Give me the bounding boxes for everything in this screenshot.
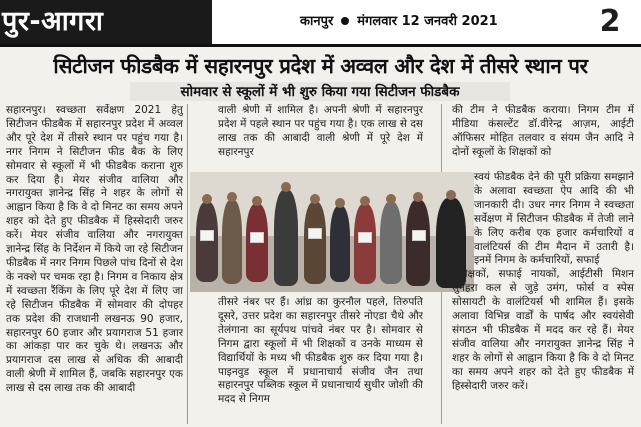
news-photo bbox=[190, 172, 474, 292]
issue-date: मंगलवार 12 जनवरी 2021 bbox=[357, 14, 498, 29]
column-divider bbox=[187, 104, 188, 424]
separator-dot-icon bbox=[341, 17, 349, 25]
photo-person bbox=[196, 202, 218, 282]
article-column-2-top bbox=[218, 104, 423, 170]
feedback-paper-icon bbox=[412, 230, 426, 241]
photo-person-head bbox=[335, 198, 345, 208]
photo-person bbox=[354, 204, 376, 284]
photo-person bbox=[330, 206, 350, 282]
article-column-3-bottom bbox=[452, 171, 634, 425]
column-text: स्वयं फीडबैक देने की पूरी प्रक्रिया समझाने के अलावा स्वच्छता ऐप आदि की भी जानकारी दी। उधर नगर निगम ने स्वच्छता सर्वेक्षण में सिटीजन फीडबैक में तेजी लाने के लिए करीब एक हजार कर्मचारियों व वालंटियर्स की टीम मैदान में उतारी है। इनमें निगम के कर्मचारियों, सफाई bbox=[474, 171, 634, 267]
subheadline: सोमवार से स्कूलों में भी शुरु किया गया सिटीजन फीडबैक bbox=[130, 82, 510, 101]
photo-person-head bbox=[281, 182, 291, 192]
masthead bbox=[0, 0, 641, 44]
article-column-2-bottom bbox=[218, 296, 423, 425]
column-text: की टीम ने फीडबैक कराया। निगम टीम में मीडिया कंसल्टेंट डॉ.वीरेन्द्र आज़म, आईटी ऑफिसर मोहित तलवार व संयम जैन आदि ने दोनों स्कूलों के शिक्षकों को bbox=[452, 104, 634, 158]
column-text: तीसरे नंबर पर हैं। आंध्र का कुरनौल पहले, तिरुपति दूसरे, उत्तर प्रदेश का सहारनपुर तीसरे नोएडा चैथे और तेलंगाना का सूर्यपथ पांचवे नंबर पर है। सोमवार से निगम द्वारा स्कूलों में भी शिक्षकों व उनके माध्यम से विद्यार्थियों के मध्य भी फीडबैक शुरु कर दिया गया है। पाइनवुड स्कूल में प्रधानाचार्य संजीव जैन तथा सहारनपुर पब्लिक स्कूल में प्रधानाचार्य सुधीर जोशी की मदद से निगम bbox=[218, 296, 423, 406]
section-title: पुर-आगरा bbox=[0, 0, 212, 44]
page-number: 2 bbox=[599, 4, 621, 39]
article-column-1 bbox=[6, 104, 183, 425]
feedback-paper-icon bbox=[358, 232, 372, 243]
photo-person bbox=[274, 190, 298, 286]
column-text: सहारनपुर। स्वच्छता सर्वेक्षण 2021 हेतु सिटीजन फीडबैक में सहारनपुर प्रदेश में अव्वल और पूरे देश में तीसरे स्थान पर पहुंच गया है। नगर निगम ने सिटीजन फीड बैक के लिए सोमवार से स्कूलों में भी फीडबैक कराना शुरु कर दिया है। मेयर संजीव वालिया और नगरायुक्त ज्ञानेन्द्र सिंह ने शहर के लोगों से आह्वान किया है कि वे दो मिनट का समय अपने शहर को देते हुए फीडबैक में हिस्सेदारी जरुर करें। मेयर संजीव वालिया और नगरायुक्त ज्ञानेन्द्र सिंह के निर्देशन में किये जा रहे सिटीजन फीडबैक में नगर निगम पिछले पांच दिनों से देश के नक्शे पर चमक रहा है। निगम व निकाय क्षेत्र में स्वच्छता रैंकिंग के लिए पूरे देश में लिए जा रहे सिटीजन फीडबैक में सोमवार की दोपहर तक प्रदेश की राजधानी लखनऊ 90 हजार, सहारनपुर 60 हजार और प्रयागराज 51 हजार का आंकड़ा पार कर चुके थे। लखनऊ और प्रयागराज दस लाख से अधिक की आबादी वाली श्रेणी में शामिल हैं, जबकि सहारनपुर एक लाख से दस लाख तक की आबादी bbox=[6, 104, 183, 395]
photo-person-head bbox=[252, 196, 262, 206]
photo-person bbox=[406, 200, 430, 286]
photo-person-head bbox=[202, 194, 212, 204]
feedback-paper-icon bbox=[200, 230, 214, 241]
headline: सिटीजन फीडबैक में सहारनपुर प्रदेश में अव्वल और देश में तीसरे स्थान पर bbox=[53, 54, 588, 78]
city-name: कानपुर bbox=[300, 14, 334, 29]
photo-person-head bbox=[360, 196, 370, 206]
masthead-rule bbox=[0, 44, 641, 47]
photo-person-head bbox=[386, 194, 396, 204]
feedback-paper-icon bbox=[308, 228, 322, 239]
article-column-3-top bbox=[452, 104, 634, 170]
feedback-paper-icon bbox=[250, 232, 264, 243]
photo-person-head bbox=[310, 194, 320, 204]
photo-person bbox=[304, 202, 326, 284]
photo-person-head bbox=[413, 192, 423, 202]
photo-person bbox=[222, 200, 242, 284]
column-text: निरीक्षकों, सफाई नायकों, आईटीसी मिशन सुनहरा कल से जुड़े उमंग, फोर्स व स्पेस सोसायटी के वालंटियर्स भी शामिल हैं। इसके अलावा विभिन्न वार्डों के पार्षद और स्वयंसेवी संगठन भी फीडबैक में मदद कर रहे हैं। मेयर संजीव वालिया और नगरायुक्त ज्ञानेन्द्र सिंह ने शहर के लोगों से आह्वान किया है कि वे दो मिनट का समय अपने शहर को देते हुए फीडबैक में हिस्सेदारी जरुर करें। bbox=[452, 268, 634, 392]
photo-person bbox=[380, 202, 402, 284]
masthead-dateline bbox=[300, 0, 498, 44]
photo-person bbox=[246, 204, 268, 282]
column-text: वाली श्रेणी में शामिल है। अपनी श्रेणी में सहारनपुर प्रदेश में पहले स्थान पर पहुंच गया है। एक लाख से दस लाख तक की आबादी वाली श्रेणी में पूरे देश में सहारनपुर bbox=[218, 104, 423, 158]
photo-person-head bbox=[227, 192, 237, 202]
